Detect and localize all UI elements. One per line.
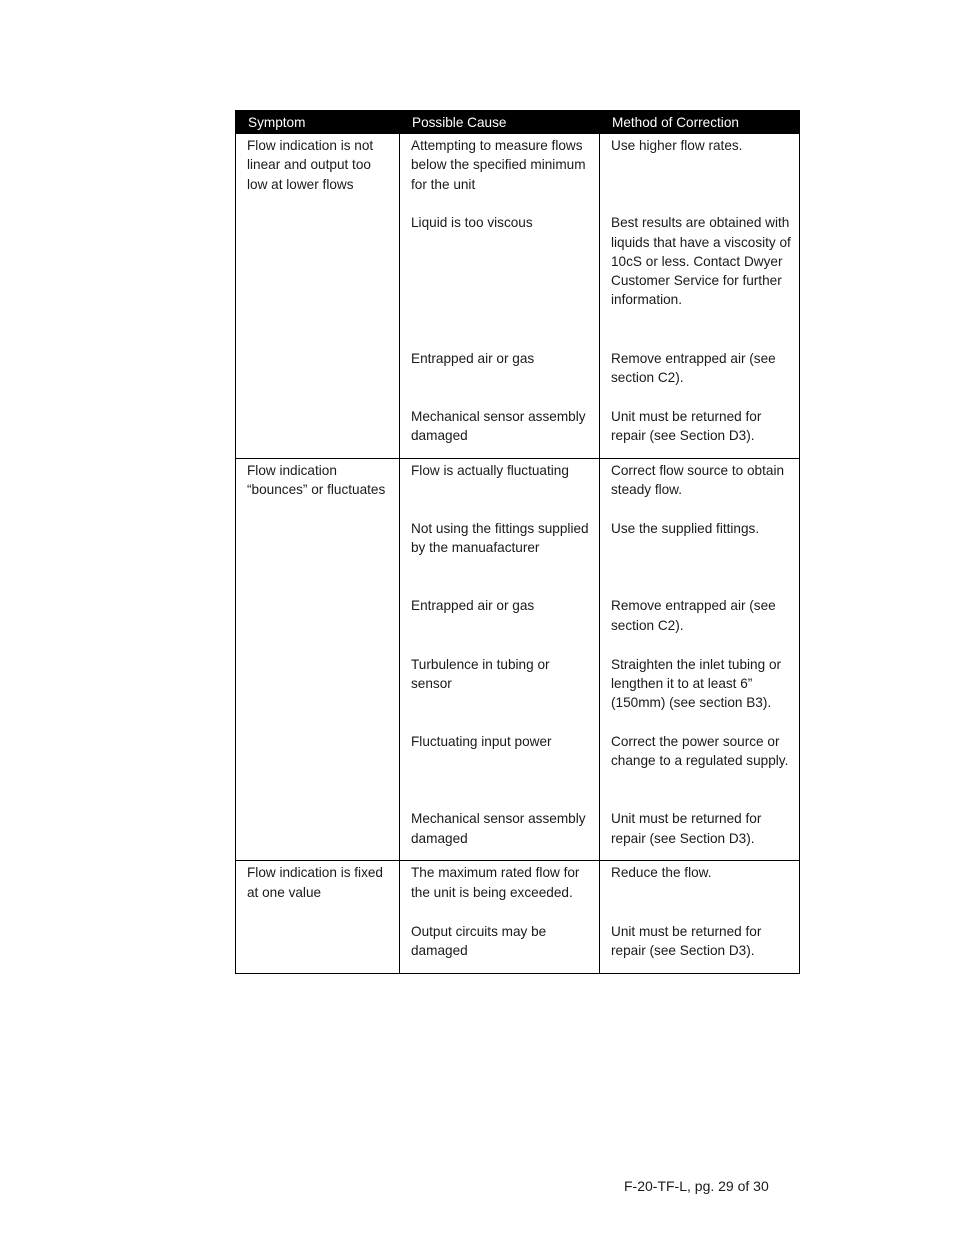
cause-text: Mechanical sensor assembly damaged [411, 811, 586, 846]
correction-text: Unit must be returned for repair (see Section D3). [611, 923, 762, 958]
symptom-text: Flow indication “bounces” or fluctuates [247, 462, 386, 498]
cause-text: Entrapped air or gas [411, 598, 535, 614]
cause-text: Mechanical sensor assembly damaged [411, 408, 586, 444]
correction-text: Remove entrapped air (see section C2). [611, 350, 776, 385]
cause-cell [400, 458, 600, 860]
troubleshooting-table [235, 110, 800, 974]
cause-cell [400, 134, 600, 459]
correction-text: Correct flow source to obtain steady flow. [611, 462, 785, 498]
correction-text: Straighten the inlet tubing or lengthen it to at least 6” (150mm) (see section B3). [611, 656, 782, 711]
cause-text: Attempting to measure flows below the specified minimum for the unit [411, 138, 586, 192]
cause-text: Fluctuating input power [411, 734, 552, 750]
table-row [236, 134, 800, 459]
correction-text: Unit must be returned for repair (see Section D3). [611, 408, 762, 444]
cause-text: Entrapped air or gas [411, 350, 535, 366]
symptom-cell [236, 134, 400, 459]
cause-text: The maximum rated flow for the unit is being exceeded. [411, 865, 580, 900]
symptom-cell [236, 861, 400, 973]
cause-text: Output circuits may be damaged [411, 923, 547, 958]
cause-text: Turbulence in tubing or sensor [411, 656, 550, 692]
correction-cell [600, 861, 800, 973]
correction-text: Use higher flow rates. [611, 138, 743, 153]
cause-text: Flow is actually fluctuating [411, 462, 569, 478]
table-row [236, 861, 800, 973]
correction-text: Unit must be returned for repair (see Section D3). [611, 811, 762, 846]
header-possible-cause: Possible Cause [400, 111, 600, 134]
correction-text: Correct the power source or change to a regulated supply. [611, 734, 789, 769]
correction-text: Use the supplied fittings. [611, 521, 760, 537]
correction-cell [600, 458, 800, 860]
correction-text: Best results are obtained with liquids that have a viscosity of 10cS or less. Contact Dwyer Customer Service for further information. [611, 215, 791, 308]
symptom-cell [236, 458, 400, 860]
page-footer: F-20-TF-L, pg. 29 of 30 [624, 1178, 769, 1194]
correction-text: Remove entrapped air (see section C2). [611, 598, 776, 633]
cause-cell [400, 861, 600, 973]
table-row [236, 458, 800, 860]
symptom-text: Flow indication is fixed at one value [247, 865, 383, 900]
symptom-text: Flow indication is not linear and output too low at lower flows [247, 138, 374, 192]
correction-text: Reduce the flow. [611, 865, 712, 881]
table-header-row [236, 111, 800, 134]
cause-text: Not using the fittings supplied by the manuafacturer [411, 521, 589, 556]
correction-cell [600, 134, 800, 459]
cause-text: Liquid is too viscous [411, 215, 533, 231]
header-method-of-correction: Method of Correction [600, 111, 800, 134]
header-symptom: Symptom [236, 111, 400, 134]
